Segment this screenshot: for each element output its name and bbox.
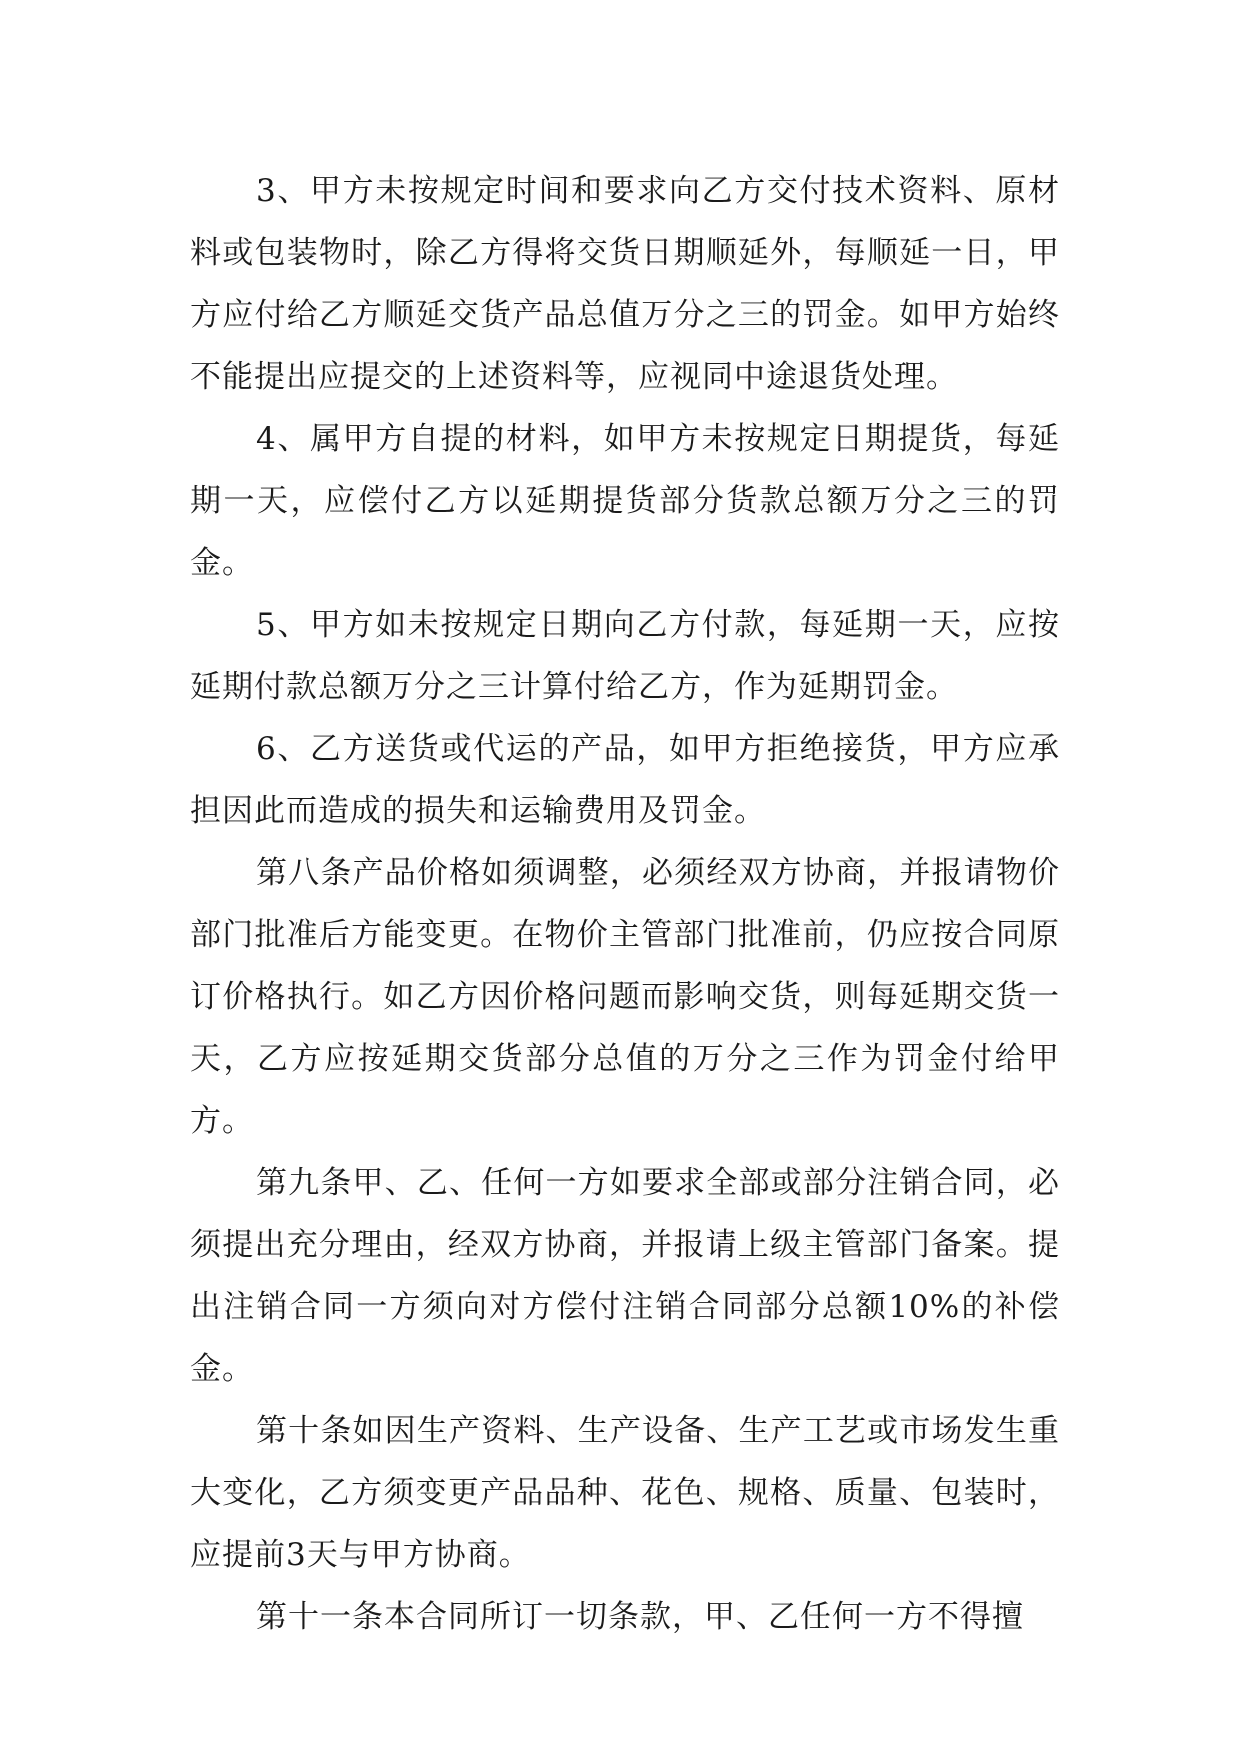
paragraph-clause-5: 5、甲方如未按规定日期向乙方付款，每延期一天，应按延期付款总额万分之三计算付给乙方，作为延期罚金。 [190,607,1060,705]
paragraph-article-10: 第十条如因生产资料、生产设备、生产工艺或市场发生重大变化，乙方须变更产品品种、花色、规格、质量、包装时，应提前3天与甲方协商。 [190,1413,1060,1573]
paragraph-clause-4: 4、属甲方自提的材料，如甲方未按规定日期提货，每延期一天，应偿付乙方以延期提货部分货款总额万分之三的罚金。 [190,421,1060,581]
paragraph-article-11: 第十一条本合同所订一切条款，甲、乙任何一方不得擅 [256,1599,1024,1635]
document-page [190,160,1060,1648]
paragraph-clause-3: 3、甲方未按规定时间和要求向乙方交付技术资料、原材料或包装物时，除乙方得将交货日期顺延外，每顺延一日，甲方应付给乙方顺延交货产品总值万分之三的罚金。如甲方始终不能提出应提交的上述资料等，应视同中途退货处理。 [190,173,1060,395]
paragraph-article-8: 第八条产品价格如须调整，必须经双方协商，并报请物价部门批准后方能变更。在物价主管部门批准前，仍应按合同原订价格执行。如乙方因价格问题而影响交货，则每延期交货一天，乙方应按延期交货部分总值的万分之三作为罚金付给甲方。 [190,855,1060,1139]
paragraph-article-9: 第九条甲、乙、任何一方如要求全部或部分注销合同，必须提出充分理由，经双方协商，并报请上级主管部门备案。提出注销合同一方须向对方偿付注销合同部分总额10%的补偿金。 [190,1165,1060,1387]
paragraph-clause-6: 6、乙方送货或代运的产品，如甲方拒绝接货，甲方应承担因此而造成的损失和运输费用及罚金。 [190,731,1060,829]
